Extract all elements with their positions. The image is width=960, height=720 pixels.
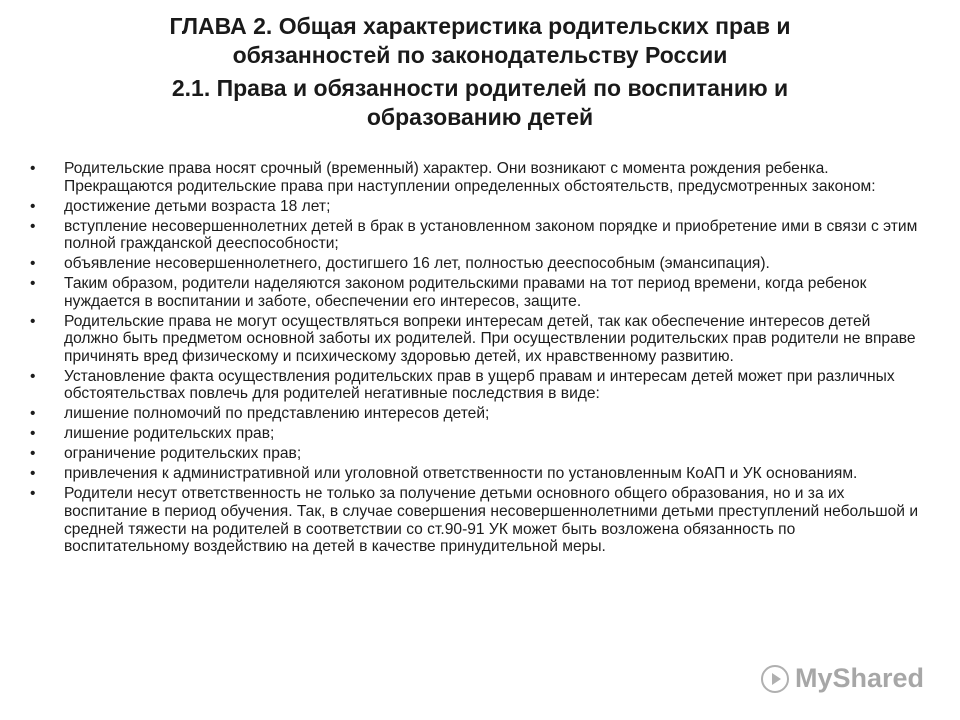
bullet-icon: •: [30, 160, 36, 177]
bullet-icon: •: [30, 197, 36, 215]
watermark: [761, 663, 924, 694]
bullet-icon: •: [30, 485, 36, 503]
bullet-icon: •: [30, 425, 36, 443]
list-item-text: Таким образом, родители наделяются законом родительскими правами на тот период времени, когда ребенок нуждается в воспитании и заботе, обеспечении его интересов, защите.: [64, 275, 867, 310]
list-item-text: лишение родительских прав;: [64, 425, 275, 443]
list-item-text: ограничение родительских прав;: [64, 445, 302, 463]
list-item-text: привлечения к административной или уголовной ответственности по установленным КоАП и УК основаниям.: [64, 465, 858, 483]
slide-title: [60, 12, 900, 132]
bullet-icon: •: [30, 445, 36, 463]
list-item-text: Родительские права носят срочный (временный) характер. Они возникают с момента рождения ребенка. Прекращаются родительские права при наступлении определенных обстоятельств, предусмотренных законом:: [64, 160, 876, 195]
list-item: [30, 445, 920, 463]
list-item: [30, 218, 920, 253]
bullet-list: [30, 160, 920, 558]
bullet-icon: •: [30, 367, 36, 385]
list-item: [30, 425, 920, 443]
list-item-text: вступление несовершеннолетних детей в брак в установленном законом порядке и приобретение ими в связи с этим полной гражданской дееспособности;: [64, 217, 918, 253]
list-item: [30, 198, 920, 216]
bullet-icon: •: [30, 465, 36, 483]
bullet-icon: •: [30, 275, 36, 293]
list-item: [30, 465, 920, 483]
list-item: [30, 313, 920, 366]
list-item: [30, 255, 920, 273]
list-item: [30, 275, 920, 310]
list-item-text: Родители несут ответственность не только за получение детьми основного общего образования, но и за их воспитание в период обучения. Так, в случае совершения несовершеннолетними детьми преступлений небольшой и средней тяжести на родителей в соответствии со ст.90-91 УК может быть возложена обязанность по воспитательному воздействию на детей в качестве принудительной меры.: [64, 485, 919, 556]
subtitle-line-2: образованию детей: [366, 104, 594, 130]
list-item: [30, 485, 920, 555]
list-item: [30, 368, 920, 403]
list-item-text: лишение полномочий по представлению интересов детей;: [64, 405, 490, 423]
subtitle-line-1: 2.1. Права и обязанности родителей по воспитанию и: [171, 75, 789, 101]
list-item: [30, 160, 920, 195]
list-item: [30, 405, 920, 423]
list-item-text: Установление факта осуществления родительских прав в ущерб правам и интересам детей может при различных обстоятельствах повлечь для родителей негативные последствия в виде:: [64, 367, 895, 403]
title-line-2: обязанностей по законодательству России: [232, 42, 728, 68]
list-item-text: объявление несовершеннолетнего, достигшего 16 лет, полностью дееспособным (эмансипация).: [64, 255, 770, 273]
bullet-icon: •: [30, 312, 36, 330]
bullet-icon: •: [30, 255, 36, 273]
watermark-text: MyShared: [794, 663, 924, 693]
play-triangle-icon: [761, 665, 789, 693]
bullet-icon: •: [30, 405, 36, 423]
title-line-1: ГЛАВА 2. Общая характеристика родительских прав и: [169, 13, 791, 39]
list-item-text: Родительские права не могут осуществляться вопреки интересам детей, так как обеспечение интересов детей должно быть предметом основной заботы их родителей. При осуществлении родительских прав родители не вправе причинять вред физическому и психическому здоровью детей, их нравственному развитию.: [64, 312, 916, 365]
bullet-icon: •: [30, 217, 36, 235]
list-item-text: достижение детьми возраста 18 лет;: [64, 197, 331, 215]
